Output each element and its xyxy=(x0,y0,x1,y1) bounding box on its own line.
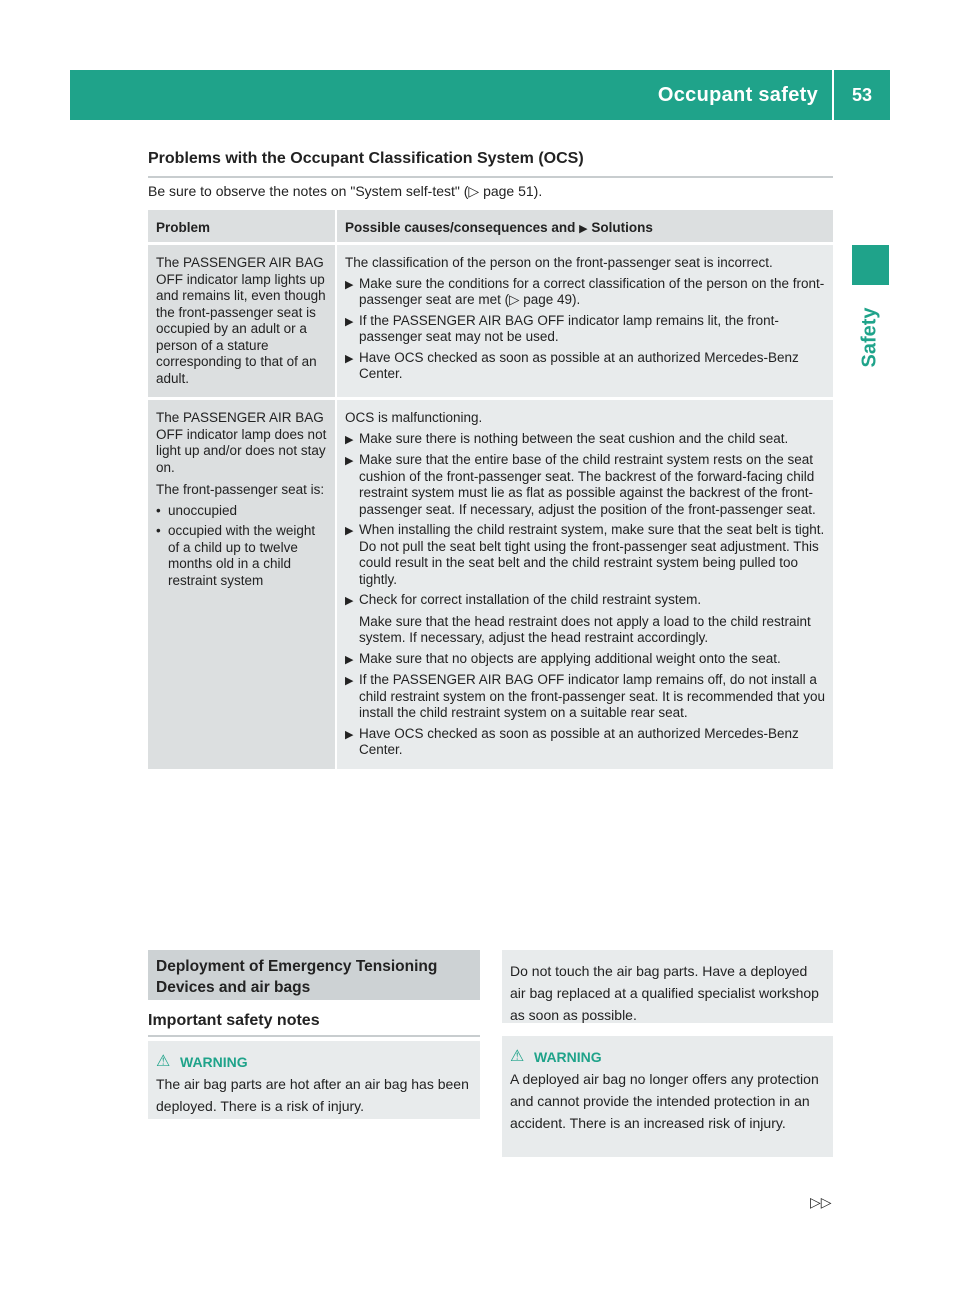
solution-step: ▶ Make sure the conditions for a correct classification of the person on the front-passenger seat are met (▷ page 49). xyxy=(345,275,825,307)
note-box xyxy=(502,950,833,1023)
section-intro: Be sure to observe the notes on "System self-test" (▷ page 51). xyxy=(148,183,543,199)
warning-label: WARNING xyxy=(180,1054,248,1070)
action-arrow-icon: ▶ xyxy=(579,223,588,235)
ocs-problems-table xyxy=(148,210,833,769)
column-header-solutions-suffix: Solutions xyxy=(591,220,653,235)
warning-heading xyxy=(510,1046,825,1068)
continue-marker: ▷▷ xyxy=(810,1194,832,1210)
cause-text: OCS is malfunctioning. xyxy=(345,410,483,425)
solution-step: ▶ Check for correct installation of the child restraint system. xyxy=(345,592,825,610)
action-arrow-icon: ▶ xyxy=(345,352,354,365)
list-item: • unoccupied xyxy=(156,502,238,518)
action-arrow-icon: ▶ xyxy=(345,653,354,666)
table-row xyxy=(148,245,833,397)
action-arrow-icon: ▶ xyxy=(345,278,354,291)
action-arrow-icon: ▶ xyxy=(345,675,354,687)
problem-text: The PASSENGER AIR BAG OFF indicator lamp does not light up and/or does not stay on. xyxy=(156,410,327,475)
warning-box xyxy=(148,1041,480,1119)
solutions-cell xyxy=(337,400,833,769)
warning-text: The air bag parts are hot after an air bag has been deployed. There is a risk of injury. xyxy=(156,1076,469,1114)
solution-step: ▶ When installing the child restraint system, make sure that the seat belt is tight. Do not pull the seat belt tight using the front-passenger seat adjustment. This could result in the seat belt and the child restraint system being pulled too tightly. xyxy=(345,522,825,587)
problem-cell xyxy=(148,400,337,769)
page-number: 53 xyxy=(851,84,873,105)
side-tab-marker xyxy=(852,245,889,285)
cause-text: The classification of the person on the front-passenger seat is incorrect. xyxy=(345,255,773,270)
bullet-icon: • xyxy=(156,502,161,518)
important-safety-notes-heading: Important safety notes xyxy=(148,1012,320,1029)
page-header xyxy=(70,70,890,120)
solution-step: ▶ Have OCS checked as soon as possible at an authorized Mercedes-Benz Center. xyxy=(345,725,799,757)
solutions-cell xyxy=(337,245,833,397)
chapter-title: Occupant safety xyxy=(657,83,818,106)
side-tab-label: Safety xyxy=(859,307,881,368)
note-text: Do not touch the air bag parts. Have a deployed air bag replaced at a qualified specialist workshop as soon as possible. xyxy=(510,963,819,1023)
column-header-problem: Problem xyxy=(148,210,337,242)
table-header-row xyxy=(148,210,833,242)
column-header-solutions xyxy=(337,210,833,242)
warning-text: A deployed air bag no longer offers any protection and cannot provide the intended protection in an accident. There is an increased risk of injury. xyxy=(510,1071,819,1131)
solution-step: ▶ Have OCS checked as soon as possible at an authorized Mercedes-Benz Center. xyxy=(345,349,799,381)
deployment-heading: Deployment of Emergency Tensioning Devices and air bags xyxy=(148,950,480,1000)
warning-heading xyxy=(156,1051,472,1073)
subsection-divider xyxy=(148,1035,480,1037)
solution-step: ▶ If the PASSENGER AIR BAG OFF indicator lamp remains off, do not install a child restraint system on the front-passenger seat. It is recommended that you install the child restraint system on a suitable rear seat. xyxy=(345,672,825,720)
section-divider xyxy=(148,176,833,178)
action-arrow-icon: ▶ xyxy=(345,455,354,467)
action-arrow-icon: ▶ xyxy=(345,595,354,607)
action-arrow-icon: ▶ xyxy=(345,728,354,741)
side-tab xyxy=(852,290,889,385)
solution-step: ▶ Make sure that no objects are applying additional weight onto the seat. xyxy=(345,651,825,669)
action-arrow-icon: ▶ xyxy=(345,433,354,446)
warning-triangle-icon: ⚠ xyxy=(156,1053,171,1070)
column-header-solutions-prefix: Possible causes/consequences and xyxy=(345,220,576,235)
problem-text: The front-passenger seat is: xyxy=(156,482,325,497)
warning-label: WARNING xyxy=(534,1049,602,1065)
solution-step: ▶ Make sure there is nothing between the seat cushion and the child seat. xyxy=(345,431,825,449)
section-title: Problems with the Occupant Classification System (OCS) xyxy=(148,150,584,167)
list-item: • occupied with the weight of a child up to twelve months old in a child restraint system xyxy=(156,523,316,588)
step-note: Make sure that the head restraint does not apply a load to the child restraint system. If necessary, adjust the head restraint accordingly. xyxy=(359,613,811,645)
solution-step: ▶ If the PASSENGER AIR BAG OFF indicator lamp remains lit, the front-passenger seat may not be used. xyxy=(345,312,779,344)
action-arrow-icon: ▶ xyxy=(345,525,354,537)
table-row xyxy=(148,400,833,769)
warning-box xyxy=(502,1036,833,1157)
problem-cell: The PASSENGER AIR BAG OFF indicator lamp lights up and remains lit, even though the front-passenger seat is occupied by an adult or a person of a stature corresponding to that of an adult. xyxy=(148,245,337,397)
action-arrow-icon: ▶ xyxy=(345,315,354,328)
warning-triangle-icon: ⚠ xyxy=(510,1048,525,1065)
solution-step: ▶ Make sure that the entire base of the child restraint system rests on the seat cushion of the front-passenger seat. The backrest of the forward-facing child restraint system must lie as flat as possible against the backrest of the front-passenger seat. If necessary, adjust the position of the front-passenger seat. xyxy=(345,452,816,517)
bullet-icon: • xyxy=(156,523,161,538)
